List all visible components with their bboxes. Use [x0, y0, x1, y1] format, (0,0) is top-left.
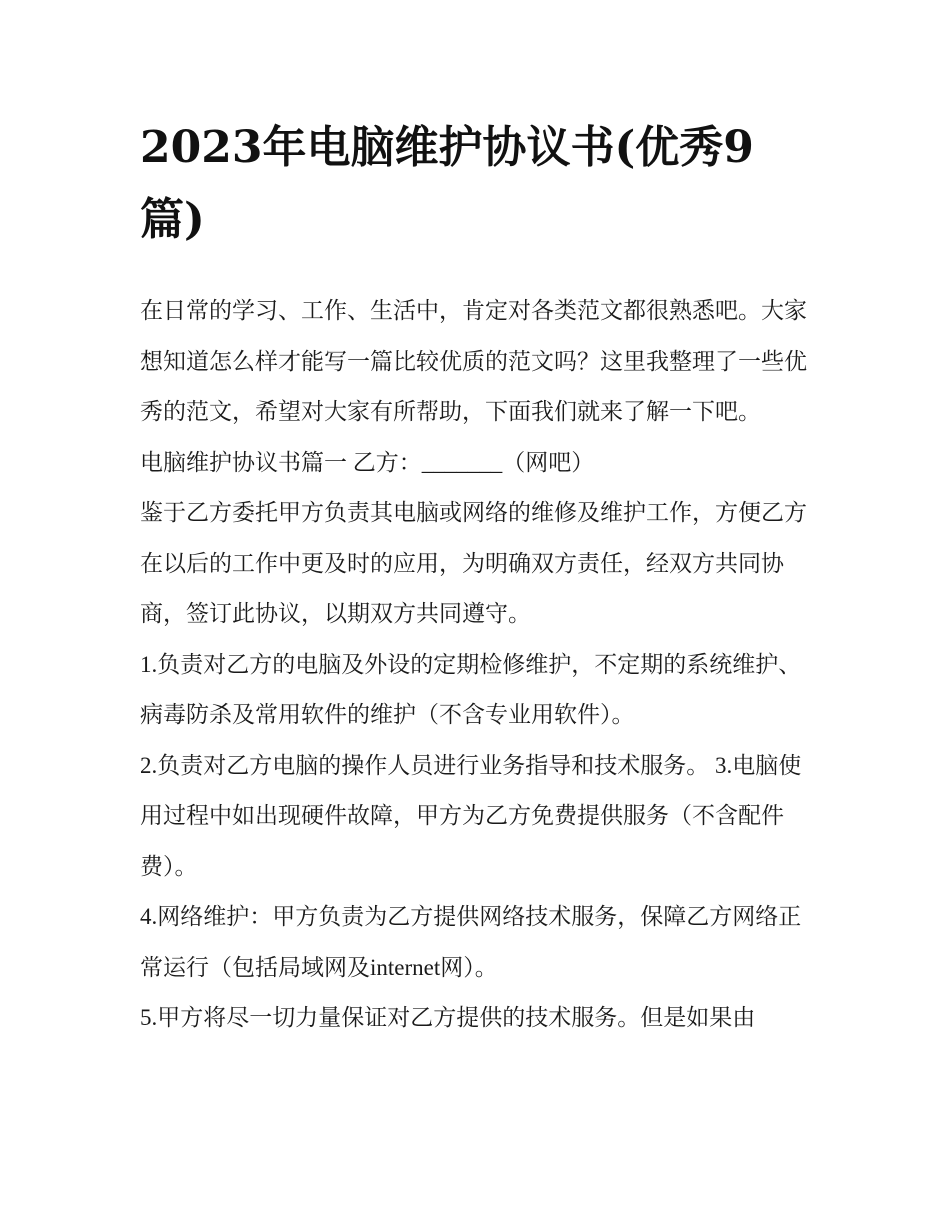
section-heading: 电脑维护协议书篇一 乙方：_______（网吧） — [140, 449, 595, 475]
clause-2-3: 2.负责对乙方电脑的操作人员进行业务指导和技术服务。 3.电脑使用过程中如出现硬件故障，甲方为乙方免费提供服务（不含配件费）。 — [140, 752, 802, 879]
clause-4: 4.网络维护：甲方负责为乙方提供网络技术服务，保障乙方网络正常运行（包括局域网及internet网）。 — [140, 904, 802, 980]
clause-5: 5.甲方将尽一切力量保证对乙方提供的技术服务。但是如果由 — [140, 1005, 756, 1030]
intro-paragraph: 在日常的学习、工作、生活中，肯定对各类范文都很熟悉吧。大家想知道怎么样才能写一篇比较优质的范文吗？这里我整理了一些优秀的范文，希望对大家有所帮助，下面我们就来了解一下吧。 — [140, 298, 807, 424]
clause-1: 1.负责对乙方的电脑及外设的定期检修维护，不定期的系统维护、病毒防杀及常用软件的维护（不含专业用软件）。 — [140, 651, 802, 727]
document-body — [140, 112, 812, 1044]
document-title: 2023年电脑维护协议书(优秀9篇) — [140, 122, 754, 245]
preamble-paragraph: 鉴于乙方委托甲方负责其电脑或网络的维修及维护工作，方便乙方在以后的工作中更及时的应用，为明确双方责任，经双方共同协商，签订此协议，以期双方共同遵守。 — [140, 500, 807, 626]
